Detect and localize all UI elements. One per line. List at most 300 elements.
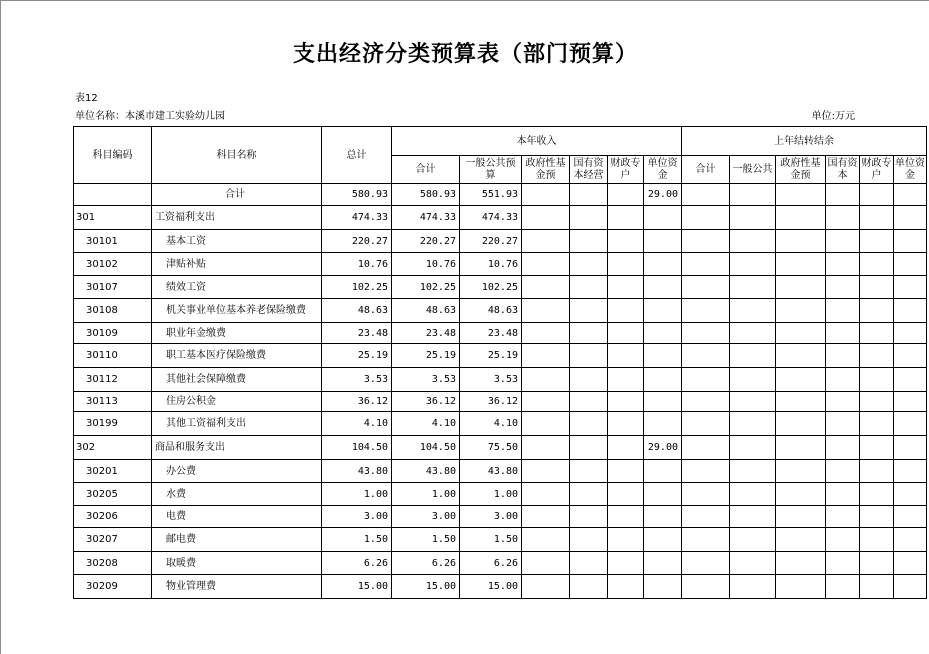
- row-carry-state-capital: [826, 230, 860, 253]
- row-carry-state-capital: [826, 483, 860, 506]
- row-current-gov-fund: [522, 436, 570, 460]
- row-name: 合计: [152, 184, 322, 206]
- row-current-state-capital: [570, 276, 608, 299]
- row-name: 工资福利支出: [152, 206, 322, 230]
- row-carry-gov-fund: [776, 506, 826, 528]
- row-current-unit-funds: [644, 368, 682, 392]
- row-code: 302: [74, 436, 152, 460]
- row-current-gov-fund: [522, 184, 570, 206]
- row-current-gov-fund: [522, 253, 570, 276]
- row-carry-state-capital: [826, 368, 860, 392]
- row-current-general: 3.53: [460, 368, 522, 392]
- table-number: 表12: [75, 93, 98, 104]
- row-name: 基本工资: [152, 230, 322, 253]
- row-code: 30113: [74, 392, 152, 412]
- row-name: 其他工资福利支出: [152, 412, 322, 436]
- unit-label: 单位:万元: [811, 111, 855, 122]
- row-current-general: 474.33: [460, 206, 522, 230]
- row-current-gov-fund: [522, 506, 570, 528]
- row-carry-fiscal: [860, 368, 894, 392]
- row-current-unit-funds: [644, 552, 682, 575]
- header-carry-state-capital: 国有资本: [826, 156, 860, 184]
- row-current-sum: 43.80: [392, 460, 460, 483]
- row-carry-unit-funds: [894, 323, 927, 344]
- row-carry-fiscal: [860, 552, 894, 575]
- row-current-gov-fund: [522, 552, 570, 575]
- row-code: 30208: [74, 552, 152, 575]
- row-name: 绩效工资: [152, 276, 322, 299]
- row-current-fiscal: [608, 184, 644, 206]
- row-carry-gov-fund: [776, 323, 826, 344]
- row-current-gov-fund: [522, 344, 570, 368]
- row-current-sum: 474.33: [392, 206, 460, 230]
- row-current-unit-funds: [644, 506, 682, 528]
- row-carry-gov-fund: [776, 392, 826, 412]
- row-code: 301: [74, 206, 152, 230]
- header-code: 科目编码: [74, 127, 152, 184]
- header-current-income: 本年收入: [392, 127, 682, 156]
- row-carry-fiscal: [860, 412, 894, 436]
- row-total: 6.26: [322, 552, 392, 575]
- row-carry-fiscal: [860, 276, 894, 299]
- row-total: 1.50: [322, 528, 392, 552]
- row-current-general: 15.00: [460, 575, 522, 599]
- row-carry-gov-fund: [776, 575, 826, 599]
- row-code: 30110: [74, 344, 152, 368]
- row-carry-unit-funds: [894, 412, 927, 436]
- table-row: [74, 253, 927, 276]
- row-carry-unit-funds: [894, 276, 927, 299]
- row-carry-state-capital: [826, 506, 860, 528]
- table-row: [74, 206, 927, 230]
- row-carry-general: [730, 206, 776, 230]
- row-current-general: 23.48: [460, 323, 522, 344]
- row-carry-state-capital: [826, 460, 860, 483]
- row-name: 住房公积金: [152, 392, 322, 412]
- row-current-fiscal: [608, 528, 644, 552]
- row-carry-fiscal: [860, 436, 894, 460]
- row-carry-gov-fund: [776, 344, 826, 368]
- row-current-state-capital: [570, 552, 608, 575]
- row-carry-gov-fund: [776, 412, 826, 436]
- row-current-state-capital: [570, 368, 608, 392]
- row-carry-unit-funds: [894, 253, 927, 276]
- row-carry-general: [730, 412, 776, 436]
- row-carry-general: [730, 575, 776, 599]
- row-carry-general: [730, 323, 776, 344]
- row-carry-state-capital: [826, 344, 860, 368]
- row-current-unit-funds: [644, 483, 682, 506]
- row-current-state-capital: [570, 299, 608, 323]
- row-current-fiscal: [608, 412, 644, 436]
- table-row: [74, 230, 927, 253]
- row-carry-sum: [682, 552, 730, 575]
- row-current-state-capital: [570, 184, 608, 206]
- row-total: 220.27: [322, 230, 392, 253]
- row-carry-fiscal: [860, 528, 894, 552]
- row-carry-general: [730, 253, 776, 276]
- row-current-unit-funds: [644, 344, 682, 368]
- row-current-general: 3.00: [460, 506, 522, 528]
- row-carry-fiscal: [860, 506, 894, 528]
- row-name: 职工基本医疗保险缴费: [152, 344, 322, 368]
- row-current-gov-fund: [522, 460, 570, 483]
- row-current-fiscal: [608, 253, 644, 276]
- row-current-unit-funds: [644, 412, 682, 436]
- row-carry-state-capital: [826, 436, 860, 460]
- row-carry-general: [730, 436, 776, 460]
- row-carry-gov-fund: [776, 206, 826, 230]
- row-carry-unit-funds: [894, 344, 927, 368]
- row-current-gov-fund: [522, 575, 570, 599]
- header-carry-sum: 合计: [682, 156, 730, 184]
- row-current-unit-funds: [644, 460, 682, 483]
- row-current-sum: 1.50: [392, 528, 460, 552]
- row-current-sum: 48.63: [392, 299, 460, 323]
- row-current-unit-funds: 29.00: [644, 436, 682, 460]
- table-row: [74, 552, 927, 575]
- table-row: [74, 323, 927, 344]
- row-carry-unit-funds: [894, 368, 927, 392]
- row-carry-sum: [682, 253, 730, 276]
- row-code: 30109: [74, 323, 152, 344]
- row-carry-general: [730, 506, 776, 528]
- row-carry-state-capital: [826, 552, 860, 575]
- row-name: 水费: [152, 483, 322, 506]
- row-carry-general: [730, 528, 776, 552]
- row-code: 30108: [74, 299, 152, 323]
- table-row: [74, 412, 927, 436]
- row-current-fiscal: [608, 230, 644, 253]
- row-current-general: 75.50: [460, 436, 522, 460]
- row-carry-state-capital: [826, 412, 860, 436]
- row-current-sum: 220.27: [392, 230, 460, 253]
- table-row: [74, 392, 927, 412]
- row-current-unit-funds: [644, 528, 682, 552]
- row-current-unit-funds: [644, 206, 682, 230]
- header-cur-gov-fund: 政府性基金预: [522, 156, 570, 184]
- row-current-gov-fund: [522, 368, 570, 392]
- row-carry-sum: [682, 368, 730, 392]
- row-carry-state-capital: [826, 299, 860, 323]
- row-code: 30206: [74, 506, 152, 528]
- row-current-gov-fund: [522, 483, 570, 506]
- row-carry-gov-fund: [776, 368, 826, 392]
- row-carry-state-capital: [826, 253, 860, 276]
- row-carry-general: [730, 392, 776, 412]
- row-total: 43.80: [322, 460, 392, 483]
- row-current-sum: 23.48: [392, 323, 460, 344]
- row-current-unit-funds: [644, 276, 682, 299]
- row-current-unit-funds: [644, 253, 682, 276]
- row-code: 30201: [74, 460, 152, 483]
- row-total: 48.63: [322, 299, 392, 323]
- row-current-general: 551.93: [460, 184, 522, 206]
- row-name: 其他社会保障缴费: [152, 368, 322, 392]
- row-carry-general: [730, 299, 776, 323]
- row-current-state-capital: [570, 436, 608, 460]
- row-current-sum: 10.76: [392, 253, 460, 276]
- row-name: 商品和服务支出: [152, 436, 322, 460]
- header-carry-gov-fund: 政府性基金预: [776, 156, 826, 184]
- header-carry-unit-funds: 单位资金: [894, 156, 927, 184]
- row-carry-sum: [682, 436, 730, 460]
- row-carry-unit-funds: [894, 483, 927, 506]
- row-current-gov-fund: [522, 299, 570, 323]
- table-row: [74, 276, 927, 299]
- row-carry-gov-fund: [776, 230, 826, 253]
- row-total: 3.00: [322, 506, 392, 528]
- row-total: 474.33: [322, 206, 392, 230]
- row-name: 机关事业单位基本养老保险缴费: [152, 299, 322, 323]
- row-carry-sum: [682, 460, 730, 483]
- row-carry-fiscal: [860, 460, 894, 483]
- row-name: 取暖费: [152, 552, 322, 575]
- row-current-unit-funds: [644, 323, 682, 344]
- row-carry-gov-fund: [776, 483, 826, 506]
- row-current-state-capital: [570, 483, 608, 506]
- row-current-gov-fund: [522, 230, 570, 253]
- row-total: 23.48: [322, 323, 392, 344]
- row-carry-fiscal: [860, 184, 894, 206]
- table-row: [74, 436, 927, 460]
- row-carry-general: [730, 184, 776, 206]
- row-carry-gov-fund: [776, 552, 826, 575]
- row-total: 15.00: [322, 575, 392, 599]
- row-current-state-capital: [570, 206, 608, 230]
- row-total: 3.53: [322, 368, 392, 392]
- row-current-gov-fund: [522, 528, 570, 552]
- row-current-fiscal: [608, 368, 644, 392]
- row-carry-unit-funds: [894, 230, 927, 253]
- row-total: 10.76: [322, 253, 392, 276]
- row-carry-general: [730, 230, 776, 253]
- header-cur-general: 一般公共预算: [460, 156, 522, 184]
- row-carry-gov-fund: [776, 528, 826, 552]
- table-row: [74, 299, 927, 323]
- row-carry-sum: [682, 323, 730, 344]
- row-code: 30102: [74, 253, 152, 276]
- row-carry-general: [730, 460, 776, 483]
- row-current-sum: 25.19: [392, 344, 460, 368]
- row-current-state-capital: [570, 575, 608, 599]
- row-total: 4.10: [322, 412, 392, 436]
- row-carry-unit-funds: [894, 206, 927, 230]
- row-current-sum: 15.00: [392, 575, 460, 599]
- row-code: [74, 184, 152, 206]
- unit-name: 单位名称：本溪市建工实验幼儿园: [75, 111, 225, 122]
- row-current-gov-fund: [522, 323, 570, 344]
- row-total: 580.93: [322, 184, 392, 206]
- row-carry-general: [730, 483, 776, 506]
- row-current-state-capital: [570, 506, 608, 528]
- row-current-general: 48.63: [460, 299, 522, 323]
- row-carry-sum: [682, 276, 730, 299]
- row-carry-state-capital: [826, 575, 860, 599]
- row-carry-general: [730, 276, 776, 299]
- row-current-fiscal: [608, 506, 644, 528]
- row-total: 104.50: [322, 436, 392, 460]
- row-current-unit-funds: [644, 575, 682, 599]
- row-carry-gov-fund: [776, 460, 826, 483]
- header-name: 科目名称: [152, 127, 322, 184]
- row-current-sum: 3.53: [392, 368, 460, 392]
- row-carry-gov-fund: [776, 436, 826, 460]
- row-current-unit-funds: [644, 299, 682, 323]
- row-code: 30199: [74, 412, 152, 436]
- row-total: 1.00: [322, 483, 392, 506]
- row-name: 物业管理费: [152, 575, 322, 599]
- row-carry-sum: [682, 392, 730, 412]
- row-current-state-capital: [570, 323, 608, 344]
- row-carry-state-capital: [826, 528, 860, 552]
- row-carry-gov-fund: [776, 299, 826, 323]
- row-name: 电费: [152, 506, 322, 528]
- row-current-fiscal: [608, 575, 644, 599]
- row-carry-sum: [682, 344, 730, 368]
- budget-table: [73, 126, 927, 599]
- row-current-fiscal: [608, 552, 644, 575]
- row-carry-sum: [682, 206, 730, 230]
- row-carry-state-capital: [826, 184, 860, 206]
- row-code: 30209: [74, 575, 152, 599]
- row-carry-sum: [682, 184, 730, 206]
- row-current-state-capital: [570, 392, 608, 412]
- row-carry-state-capital: [826, 276, 860, 299]
- row-carry-fiscal: [860, 230, 894, 253]
- row-current-fiscal: [608, 276, 644, 299]
- table-row: [74, 344, 927, 368]
- row-current-general: 1.50: [460, 528, 522, 552]
- row-current-state-capital: [570, 230, 608, 253]
- row-code: 30101: [74, 230, 152, 253]
- header-cur-unit-funds: 单位资金: [644, 156, 682, 184]
- row-current-unit-funds: [644, 392, 682, 412]
- row-current-sum: 4.10: [392, 412, 460, 436]
- row-carry-fiscal: [860, 392, 894, 412]
- row-carry-state-capital: [826, 392, 860, 412]
- header-total: 总计: [322, 127, 392, 184]
- row-carry-sum: [682, 575, 730, 599]
- row-carry-sum: [682, 230, 730, 253]
- table-body: [74, 184, 927, 599]
- row-total: 36.12: [322, 392, 392, 412]
- row-carry-unit-funds: [894, 436, 927, 460]
- row-current-fiscal: [608, 436, 644, 460]
- row-current-gov-fund: [522, 392, 570, 412]
- row-current-fiscal: [608, 206, 644, 230]
- row-current-fiscal: [608, 460, 644, 483]
- row-current-fiscal: [608, 299, 644, 323]
- row-current-sum: 580.93: [392, 184, 460, 206]
- row-carry-general: [730, 552, 776, 575]
- row-current-gov-fund: [522, 206, 570, 230]
- row-carry-gov-fund: [776, 253, 826, 276]
- row-carry-state-capital: [826, 323, 860, 344]
- row-carry-fiscal: [860, 323, 894, 344]
- row-current-gov-fund: [522, 276, 570, 299]
- row-current-general: 25.19: [460, 344, 522, 368]
- table-row: [74, 368, 927, 392]
- row-current-unit-funds: [644, 230, 682, 253]
- row-current-state-capital: [570, 412, 608, 436]
- row-carry-fiscal: [860, 575, 894, 599]
- row-current-sum: 104.50: [392, 436, 460, 460]
- row-code: 30112: [74, 368, 152, 392]
- row-carry-fiscal: [860, 483, 894, 506]
- row-current-fiscal: [608, 392, 644, 412]
- row-carry-unit-funds: [894, 506, 927, 528]
- row-total: 102.25: [322, 276, 392, 299]
- table-row: [74, 506, 927, 528]
- row-code: 30207: [74, 528, 152, 552]
- header-cur-state-capital: 国有资本经营: [570, 156, 608, 184]
- row-current-sum: 3.00: [392, 506, 460, 528]
- row-name: 津贴补贴: [152, 253, 322, 276]
- table-row: [74, 460, 927, 483]
- row-carry-gov-fund: [776, 184, 826, 206]
- row-current-state-capital: [570, 460, 608, 483]
- row-current-general: 1.00: [460, 483, 522, 506]
- row-current-general: 4.10: [460, 412, 522, 436]
- row-current-fiscal: [608, 483, 644, 506]
- row-current-state-capital: [570, 253, 608, 276]
- row-current-fiscal: [608, 344, 644, 368]
- row-carry-unit-funds: [894, 184, 927, 206]
- row-carry-fiscal: [860, 344, 894, 368]
- table-row: [74, 575, 927, 599]
- row-current-general: 102.25: [460, 276, 522, 299]
- row-code: 30205: [74, 483, 152, 506]
- row-current-general: 220.27: [460, 230, 522, 253]
- table-row: [74, 483, 927, 506]
- row-code: 30107: [74, 276, 152, 299]
- row-carry-sum: [682, 528, 730, 552]
- row-carry-fiscal: [860, 299, 894, 323]
- header-cur-sum: 合计: [392, 156, 460, 184]
- row-current-state-capital: [570, 344, 608, 368]
- row-current-sum: 1.00: [392, 483, 460, 506]
- row-current-general: 10.76: [460, 253, 522, 276]
- row-carry-fiscal: [860, 206, 894, 230]
- row-current-general: 43.80: [460, 460, 522, 483]
- row-carry-general: [730, 368, 776, 392]
- header-carry-general: 一般公共: [730, 156, 776, 184]
- row-name: 办公费: [152, 460, 322, 483]
- row-current-sum: 6.26: [392, 552, 460, 575]
- row-carry-unit-funds: [894, 392, 927, 412]
- row-total: 25.19: [322, 344, 392, 368]
- row-carry-sum: [682, 483, 730, 506]
- table-row: [74, 184, 927, 206]
- row-carry-unit-funds: [894, 460, 927, 483]
- row-carry-state-capital: [826, 206, 860, 230]
- row-current-general: 36.12: [460, 392, 522, 412]
- header-carry-fiscal: 财政专户: [860, 156, 894, 184]
- row-name: 邮电费: [152, 528, 322, 552]
- row-carry-sum: [682, 506, 730, 528]
- row-carry-unit-funds: [894, 299, 927, 323]
- row-carry-sum: [682, 412, 730, 436]
- row-current-gov-fund: [522, 412, 570, 436]
- row-current-fiscal: [608, 323, 644, 344]
- row-current-sum: 36.12: [392, 392, 460, 412]
- row-carry-unit-funds: [894, 528, 927, 552]
- row-current-state-capital: [570, 528, 608, 552]
- row-name: 职业年金缴费: [152, 323, 322, 344]
- row-current-unit-funds: 29.00: [644, 184, 682, 206]
- row-carry-unit-funds: [894, 575, 927, 599]
